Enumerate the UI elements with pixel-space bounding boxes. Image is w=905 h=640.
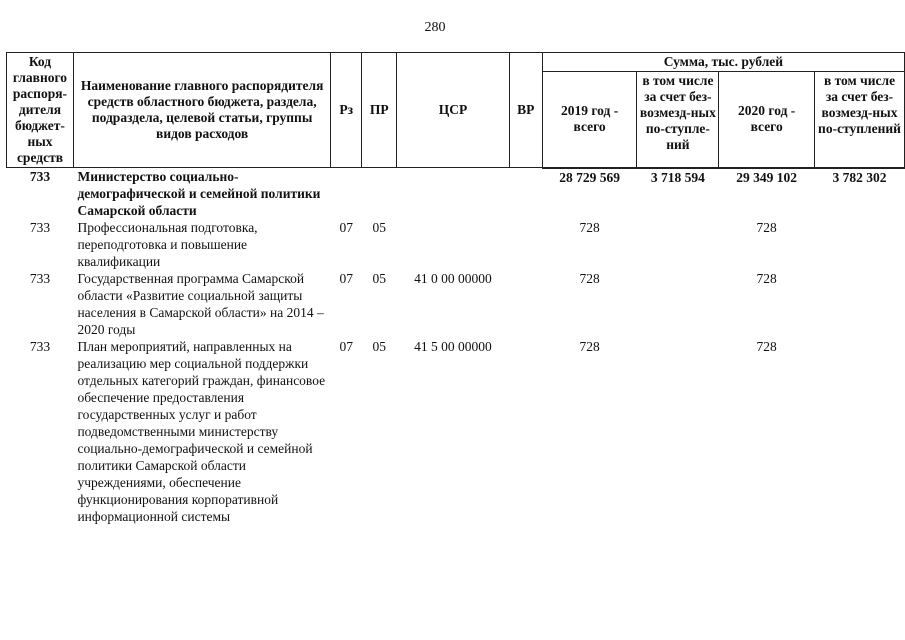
- table-header: [7, 53, 905, 168]
- header-csr: ЦСР: [397, 53, 510, 168]
- row-vr: [509, 270, 542, 338]
- row-incl-2019: [637, 270, 719, 338]
- row-pr: 05: [372, 271, 386, 286]
- row-rz: [331, 168, 362, 220]
- table-row: [7, 338, 905, 525]
- row-rz: 07: [339, 339, 354, 354]
- row-csr: 41 5 00 00000: [414, 339, 492, 354]
- row-total-2020: 728: [756, 271, 777, 286]
- table-row: [7, 168, 905, 220]
- row-incl-2020: [815, 338, 905, 525]
- row-vr: [509, 338, 542, 525]
- row-csr: 41 0 00 00000: [414, 271, 492, 286]
- header-total-2019: 2019 год - всего: [542, 72, 637, 168]
- budget-table: [6, 52, 905, 525]
- header-incl-2019: в том числе за счет без-возмезд-ных по-ступле-ний: [637, 72, 719, 168]
- row-csr: [397, 219, 510, 270]
- row-incl-2019: [637, 338, 719, 525]
- header-rz: Рз: [331, 53, 362, 168]
- header-name: Наименование главного распорядителя средств областного бюджета, раздела, подраздела, целевой статьи, группы видов расходов: [73, 53, 330, 168]
- row-name: Профессиональная подготовка, переподготовка и повышение квалификации: [77, 220, 258, 269]
- row-pr: 05: [372, 220, 386, 235]
- row-total-2019: 28 729 569: [559, 169, 620, 185]
- row-name: Государственная программа Самарской области «Развитие социальной защиты населения в Самарской области» на 2014 – 2020 годы: [77, 271, 324, 337]
- table-row: [7, 270, 905, 338]
- row-pr: 05: [372, 339, 386, 354]
- row-pr: [362, 168, 397, 220]
- row-csr: [397, 168, 510, 220]
- row-code: 733: [29, 220, 51, 235]
- row-total-2020: 728: [756, 220, 777, 235]
- table-body: [7, 168, 905, 526]
- page-number: 280: [424, 20, 446, 35]
- row-rz: 07: [339, 271, 354, 286]
- row-vr: [509, 219, 542, 270]
- row-incl-2019: 3 718 594: [650, 169, 705, 185]
- header-incl-2020: в том числе за счет без-возмезд-ных по-ступлений: [815, 72, 905, 168]
- row-total-2019: 728: [579, 339, 600, 354]
- row-total-2019: 728: [579, 220, 600, 235]
- row-code: 733: [29, 271, 51, 286]
- row-incl-2020: 3 782 302: [832, 169, 887, 185]
- header-vr: ВР: [509, 53, 542, 168]
- table-row: [7, 219, 905, 270]
- header-sum: Сумма, тыс. рублей: [542, 53, 904, 72]
- row-total-2019: 728: [579, 271, 600, 286]
- row-code: 733: [29, 169, 51, 184]
- row-incl-2020: [815, 270, 905, 338]
- header-total-2020: 2020 год - всего: [719, 72, 815, 168]
- header-code: Код главного распоря-дителя бюджет-ных средств: [7, 53, 74, 168]
- row-rz: 07: [339, 220, 354, 235]
- row-name: План мероприятий, направленных на реализацию мер социальной поддержки отдельных категорий граждан, финансовое обеспечение предоставления государственных услуг и работ подведомственными министерству социально-демографической и семейной политики Самарской области учреждениями, обеспечение функционирования корпоративной информационной системы: [77, 339, 326, 524]
- header-pr: ПР: [362, 53, 397, 168]
- row-name: Министерство социально-демографической и семейной политики Самарской области: [77, 169, 321, 218]
- row-incl-2020: [815, 219, 905, 270]
- row-total-2020: 29 349 102: [736, 169, 798, 185]
- row-incl-2019: [637, 219, 719, 270]
- row-vr: [509, 168, 542, 220]
- row-code: 733: [29, 339, 51, 354]
- row-total-2020: 728: [756, 339, 777, 354]
